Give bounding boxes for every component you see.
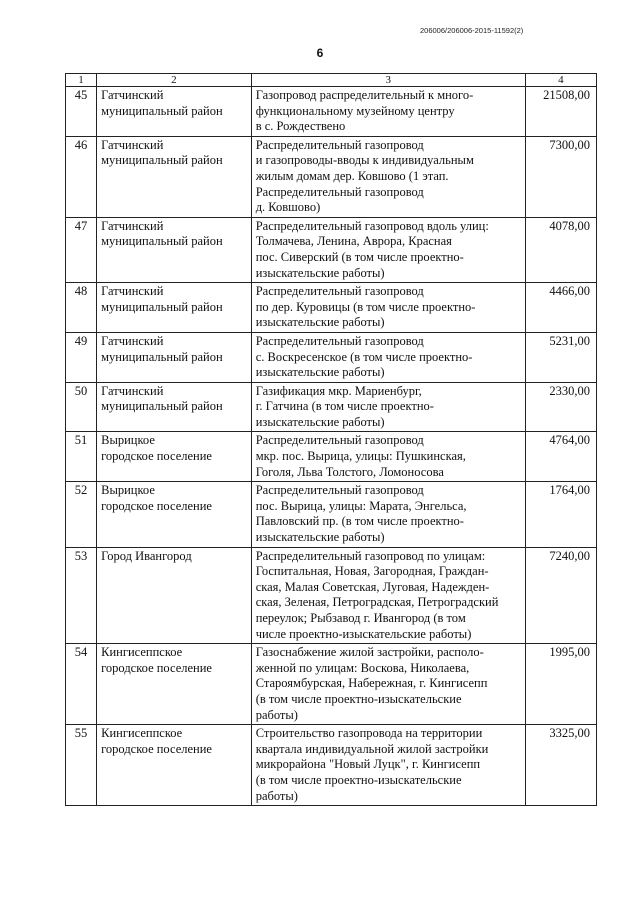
municipality-line: муниципальный район xyxy=(101,399,223,414)
description-line: по дер. Куровицы (в том числе проектно- xyxy=(255,299,476,314)
description-line: ская, Зеленая, Петроградская, Петроградский xyxy=(255,595,499,610)
description-line: Распределительный газопровод xyxy=(255,483,424,498)
description-line: изыскательские работы) xyxy=(255,315,385,330)
municipality-line: Город Ивангород xyxy=(101,548,192,563)
row-number: 48 xyxy=(66,283,97,333)
description-line: микрорайона "Новый Луцк", г. Кингисепп xyxy=(255,757,481,772)
municipality-line: Гатчинский xyxy=(101,284,164,299)
municipality-line: муниципальный район xyxy=(101,299,223,314)
amount-cell: 7300,00 xyxy=(525,136,596,217)
description-line: Строительство газопровода на территории xyxy=(255,726,483,741)
municipality-cell xyxy=(97,217,252,282)
project-description-cell xyxy=(251,482,525,547)
description-line: и газопроводы-вводы к индивидуальным xyxy=(255,153,474,168)
municipality-cell xyxy=(97,87,252,137)
column-header-1: 1 xyxy=(66,74,97,87)
description-line: в с. Рождествено xyxy=(255,119,346,134)
description-line: Павловский пр. (в том числе проектно- xyxy=(255,514,464,529)
municipality-line: муниципальный район xyxy=(101,103,223,118)
description-line: Распределительный газопровод по улицам: xyxy=(255,548,486,563)
municipality-line: Гатчинский xyxy=(101,218,164,233)
description-line: работы) xyxy=(255,788,298,803)
table-row xyxy=(66,217,597,282)
description-line: переулок; Рыбзавод г. Ивангород (в том xyxy=(255,611,466,625)
municipality-cell xyxy=(97,547,252,644)
description-line: Распределительный газопровод вдоль улиц: xyxy=(255,218,489,233)
municipality-line: Гатчинский xyxy=(101,333,164,348)
description-line: мкр. пос. Вырица, улицы: Пушкинская, xyxy=(255,449,466,464)
amount-cell: 7240,00 xyxy=(525,547,596,644)
municipality-cell xyxy=(97,136,252,217)
row-number: 50 xyxy=(66,382,97,432)
table-row xyxy=(66,283,597,333)
row-number: 53 xyxy=(66,547,97,644)
municipality-line: муниципальный район xyxy=(101,153,223,168)
row-number: 52 xyxy=(66,482,97,547)
description-line: функциональному музейному центру xyxy=(255,103,455,118)
municipality-cell xyxy=(97,482,252,547)
municipality-line: муниципальный район xyxy=(101,349,223,364)
page-number: 6 xyxy=(316,46,324,60)
table-row xyxy=(66,136,597,217)
project-description-cell xyxy=(251,136,525,217)
description-line: (в том числе проектно-изыскательские xyxy=(255,772,462,787)
description-line: Газификация мкр. Мариенбург, xyxy=(255,383,422,398)
column-header-2: 2 xyxy=(97,74,252,87)
description-line: изыскательские работы) xyxy=(255,365,385,380)
description-line: Толмачева, Ленина, Аврора, Красная xyxy=(255,234,452,249)
municipality-line: Вырицкое xyxy=(101,433,155,448)
municipality-cell xyxy=(97,725,252,806)
description-line: пос. Сиверский (в том числе проектно- xyxy=(255,249,464,264)
description-line: жилым домам дер. Ковшово (1 этап. xyxy=(255,168,449,183)
description-line: изыскательские работы) xyxy=(255,414,385,429)
table-row xyxy=(66,382,597,432)
project-description-cell xyxy=(251,332,525,382)
amount-cell: 2330,00 xyxy=(525,382,596,432)
amount-cell: 4466,00 xyxy=(525,283,596,333)
description-line: с. Воскресенское (в том числе проектно- xyxy=(255,349,473,364)
municipality-line: городское поселение xyxy=(101,741,212,756)
table-row xyxy=(66,547,597,644)
table-row xyxy=(66,482,597,547)
municipality-cell xyxy=(97,283,252,333)
municipality-line: городское поселение xyxy=(101,449,212,464)
project-description-cell xyxy=(251,432,525,482)
description-line: изыскательские работы) xyxy=(255,265,385,280)
description-line: (в том числе проектно-изыскательские xyxy=(255,691,462,706)
document-id: 206006/206006-2015-11592(2) xyxy=(420,26,524,35)
project-description-cell xyxy=(251,283,525,333)
gas-pipeline-table xyxy=(65,73,597,806)
description-line: Распределительный газопровод xyxy=(255,284,424,299)
amount-cell: 1764,00 xyxy=(525,482,596,547)
description-line: Гоголя, Льва Толстого, Ломоносова xyxy=(255,464,444,479)
description-line: работы) xyxy=(255,707,298,722)
municipality-line: городское поселение xyxy=(101,660,212,675)
description-line: г. Гатчина (в том числе проектно- xyxy=(255,399,434,414)
project-description-cell xyxy=(251,644,525,725)
municipality-cell xyxy=(97,332,252,382)
description-line: пос. Вырица, улицы: Марата, Энгельса, xyxy=(255,498,467,513)
row-number: 45 xyxy=(66,87,97,137)
municipality-line: Вырицкое xyxy=(101,483,155,498)
table-row xyxy=(66,87,597,137)
amount-cell: 4764,00 xyxy=(525,432,596,482)
amount-cell: 1995,00 xyxy=(525,644,596,725)
project-description-cell xyxy=(251,382,525,432)
description-line: Газопровод распределительный к много- xyxy=(255,88,474,102)
description-line: Госпитальная, Новая, Загородная, Граждан- xyxy=(255,564,489,579)
municipality-cell xyxy=(97,432,252,482)
municipality-cell xyxy=(97,382,252,432)
row-number: 55 xyxy=(66,725,97,806)
description-line: Газоснабжение жилой застройки, располо- xyxy=(255,645,484,660)
municipality-line: Гатчинский xyxy=(101,88,164,102)
description-line: Распределительный газопровод xyxy=(255,137,424,152)
row-number: 46 xyxy=(66,136,97,217)
amount-cell: 4078,00 xyxy=(525,217,596,282)
municipality-line: Гатчинский xyxy=(101,137,164,152)
row-number: 49 xyxy=(66,332,97,382)
row-number: 54 xyxy=(66,644,97,725)
table-row xyxy=(66,432,597,482)
municipality-line: Кингисеппское xyxy=(101,645,183,660)
table-header-row xyxy=(66,74,597,87)
row-number: 47 xyxy=(66,217,97,282)
amount-cell: 3325,00 xyxy=(525,725,596,806)
amount-cell: 5231,00 xyxy=(525,332,596,382)
description-line: изыскательские работы) xyxy=(255,530,385,545)
description-line: ская, Малая Советская, Луговая, Надежден- xyxy=(255,579,490,594)
municipality-line: муниципальный район xyxy=(101,234,223,249)
municipality-cell xyxy=(97,644,252,725)
description-line: д. Ковшово) xyxy=(255,200,321,215)
description-line: Староямбурская, Набережная, г. Кингисепп xyxy=(255,676,488,691)
amount-cell: 21508,00 xyxy=(525,87,596,137)
description-line: Распределительный газопровод xyxy=(255,333,424,348)
municipality-line: Кингисеппское xyxy=(101,726,183,741)
description-line: Распределительный газопровод xyxy=(255,433,424,448)
project-description-cell xyxy=(251,217,525,282)
description-line: женной по улицам: Воскова, Николаева, xyxy=(255,660,470,675)
project-description-cell xyxy=(251,87,525,137)
row-number: 51 xyxy=(66,432,97,482)
project-description-cell xyxy=(251,547,525,644)
column-header-4: 4 xyxy=(525,74,596,87)
municipality-line: Гатчинский xyxy=(101,383,164,398)
description-line: квартала индивидуальной жилой застройки xyxy=(255,741,489,756)
municipality-line: городское поселение xyxy=(101,498,212,513)
description-line: Распределительный газопровод xyxy=(255,184,424,199)
table-row xyxy=(66,725,597,806)
table-row xyxy=(66,332,597,382)
description-line: числе проектно-изыскательские работы) xyxy=(255,626,472,641)
table-row xyxy=(66,644,597,725)
column-header-3: 3 xyxy=(251,74,525,87)
project-description-cell xyxy=(251,725,525,806)
